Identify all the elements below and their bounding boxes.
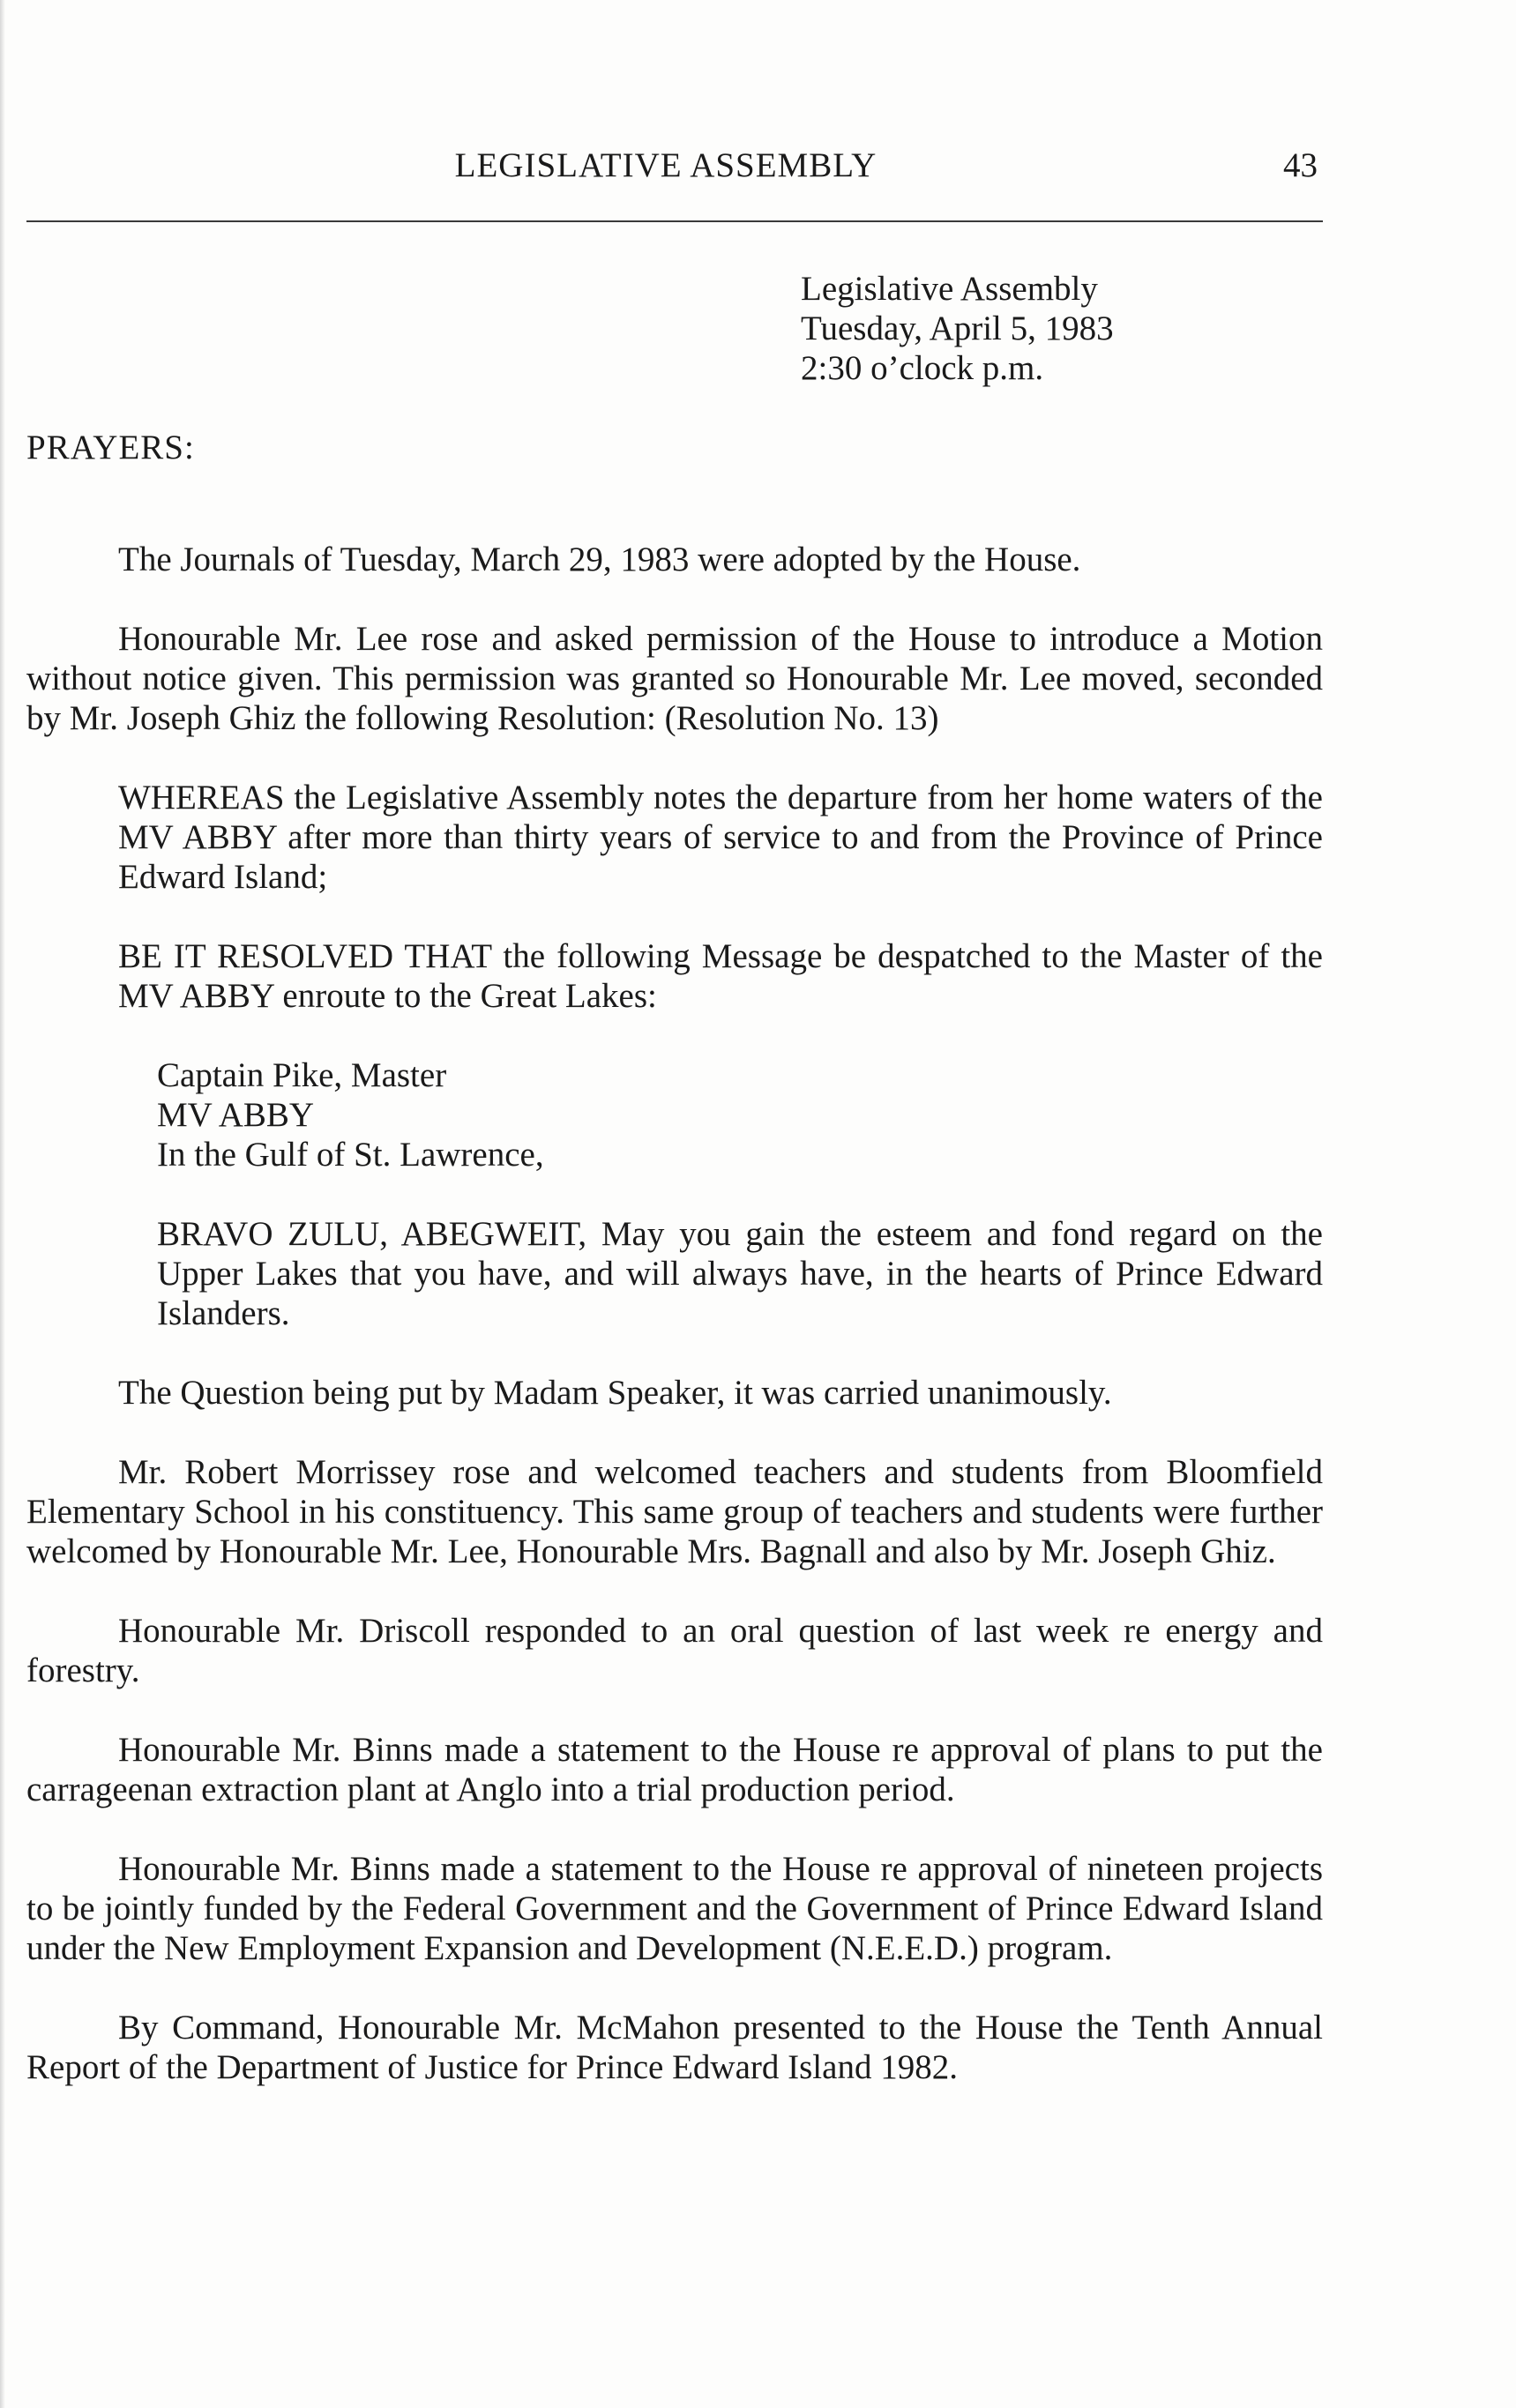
welcome-paragraph: Mr. Robert Morrissey rose and welcomed teachers and students from Bloomfield Elementary School in his constituency. This same group of teachers and students were further welcomed by Honourable Mr. Lee, Honourable Mrs. Bagnall and also by Mr. Joseph Ghiz. [26, 1453, 1323, 1570]
address-line: In the Gulf of St. Lawrence, [157, 1136, 544, 1174]
whereas-clause: WHEREAS the Legislative Assembly notes the departure from her home waters of the MV ABBY after more than thirty years of service to and from the Province of Prince Edward Island; [118, 779, 1323, 896]
header-rule [26, 220, 1323, 222]
journals-adopted-paragraph: The Journals of Tuesday, March 29, 1983 were adopted by the House. [118, 540, 1081, 578]
page-edge-shadow [0, 0, 5, 2408]
sitting-body: Legislative Assembly [801, 270, 1098, 308]
address-line: Captain Pike, Master [157, 1056, 447, 1094]
page-number: 43 [1283, 146, 1318, 184]
driscoll-paragraph: Honourable Mr. Driscoll responded to an oral question of last week re energy and forestry. [26, 1612, 1323, 1689]
message-text: BRAVO ZULU, ABEGWEIT, May you gain the esteem and fond regard on the Upper Lakes that you have, and will always have, in the hearts of Prince Edward Islanders. [157, 1215, 1323, 1332]
binns-need-paragraph: Honourable Mr. Binns made a statement to the House re approval of nineteen projects to be jointly funded by the Federal Government and the Government of Prince Edward Island under the New Employment Expansion and Development (N.E.E.D.) program. [26, 1850, 1323, 1967]
sitting-block [801, 269, 1312, 388]
prayers-heading: PRAYERS: [26, 429, 195, 466]
journal-body [26, 428, 1323, 2127]
address-line: MV ABBY [157, 1096, 315, 1134]
motion-paragraph: Honourable Mr. Lee rose and asked permission of the House to introduce a Motion without notice given. This permission was granted so Honourable Mr. Lee moved, seconded by Mr. Joseph Ghiz the following Resolution: (Resolution No. 13) [26, 620, 1323, 737]
resolved-clause: BE IT RESOLVED THAT the following Message be despatched to the Master of the MV ABBY enroute to the Great Lakes: [118, 937, 1323, 1015]
running-head: LEGISLATIVE ASSEMBLY [454, 146, 877, 184]
question-carried-paragraph: The Question being put by Madam Speaker, it was carried unanimously. [118, 1374, 1112, 1412]
justice-report-paragraph: By Command, Honourable Mr. McMahon presented to the House the Tenth Annual Report of the Department of Justice for Prince Edward Island 1982. [26, 2009, 1323, 2086]
sitting-date: Tuesday, April 5, 1983 [801, 309, 1114, 347]
binns-carrageenan-paragraph: Honourable Mr. Binns made a statement to the House re approval of plans to put the carrageenan extraction plant at Anglo into a trial production period. [26, 1731, 1323, 1808]
sitting-time: 2:30 o’clock p.m. [801, 349, 1044, 387]
message-address [157, 1055, 1323, 1174]
page-header [0, 145, 1516, 188]
